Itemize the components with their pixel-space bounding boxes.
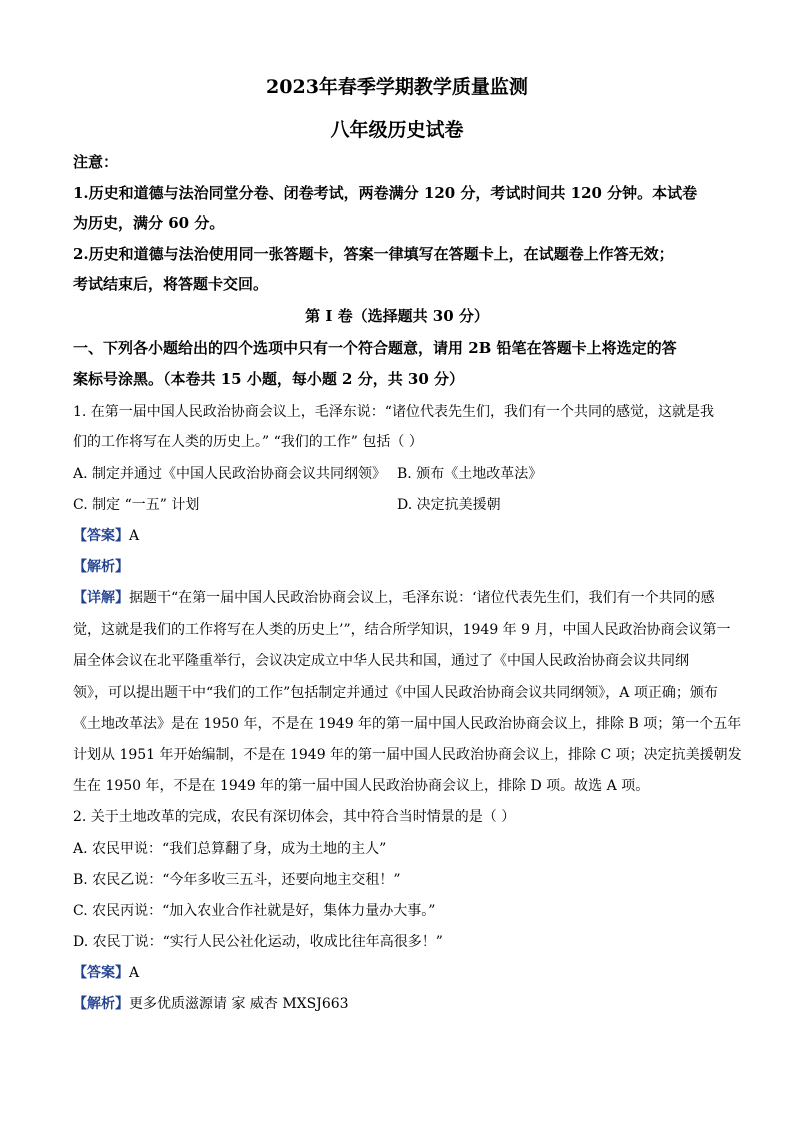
q1-option-b: B. 颁布《土地改革法》 bbox=[397, 466, 543, 482]
q2-option-b: B. 农民乙说：“今年多收三五斗，还要向地主交租！” bbox=[73, 872, 401, 888]
q1-detail-text-1: 据题干“在第一届中国人民政治协商会议上，毛泽东说：‘诸位代表先生们，我们有一个共同的感 bbox=[129, 590, 715, 606]
notice-item-2-line-2: 考试结束后，将答题卡交回。 bbox=[73, 275, 269, 293]
q1-option-a: A. 制定并通过《中国人民政治协商会议共同纲领》 bbox=[73, 466, 387, 482]
q1-answer-tag: 【答案】 bbox=[73, 528, 129, 544]
q1-option-c: C. 制定 “一五” 计划 bbox=[73, 497, 200, 513]
section-heading: 第 I 卷（选择题共 30 分） bbox=[305, 307, 489, 325]
q1-answer-row bbox=[73, 525, 139, 545]
q2-answer-tag: 【答案】 bbox=[73, 965, 129, 981]
q1-detail-line-2: 觉，这就是我们的工作将写在人类的历史上’”，结合所学知识，1949 年 9 月，中国人民政治协商会议第一 bbox=[73, 622, 731, 638]
q1-detail-line-7: 生在 1950 年，不是在 1949 年的第一届中国人民政治协商会议上，排除 D 项。故选 A 项。 bbox=[73, 778, 650, 794]
q2-answer-row bbox=[73, 962, 139, 982]
notice-item-1-line-1: 1.历史和道德与法治同堂分卷、闭卷考试，两卷满分 120 分，考试时间共 120 分钟。本试卷 bbox=[73, 184, 698, 202]
q2-analysis-tag: 【解析】 bbox=[73, 996, 129, 1012]
q2-option-d: D. 农民丁说：“实行人民公社化运动，收成比往年高很多！” bbox=[73, 934, 443, 950]
q1-detail-line-5: 《土地改革法》是在 1950 年，不是在 1949 年的第一届中国人民政治协商会议上，排除 B 项；第一个五年 bbox=[73, 716, 742, 732]
q1-detail-line-4: 领》，可以提出题干中“我们的工作”包括制定并通过《中国人民政治协商会议共同纲领》，A 项正确；颁布 bbox=[73, 685, 718, 701]
q2-analysis-row bbox=[73, 993, 349, 1013]
notice-item-1-line-2: 为历史，满分 60 分。 bbox=[73, 214, 225, 232]
section-instruction-line-1: 一、下列各小题给出的四个选项中只有一个符合题意，请用 2B 铅笔在答题卡上将选定的答 bbox=[73, 339, 677, 357]
exam-subtitle: 八年级历史试卷 bbox=[330, 119, 464, 141]
q1-answer-value: A bbox=[129, 528, 140, 544]
q1-analysis-row bbox=[73, 556, 129, 576]
q2-option-a: A. 农民甲说：“我们总算翻了身，成为土地的主人” bbox=[73, 841, 387, 857]
q1-stem-line-2: 们的工作将写在人类的历史上。” “我们的工作” 包括（ ） bbox=[73, 434, 423, 450]
q2-answer-value: A bbox=[129, 965, 140, 981]
q1-detail-line-1 bbox=[73, 587, 715, 607]
q1-detail-tag: 【详解】 bbox=[73, 590, 129, 606]
q2-analysis-text: 更多优质滋源请 家 威杏 MXSJ663 bbox=[129, 996, 349, 1012]
q1-analysis-tag: 【解析】 bbox=[73, 559, 129, 575]
q2-stem: 2. 关于土地改革的完成，农民有深切体会，其中符合当时情景的是（ ） bbox=[73, 809, 516, 825]
q1-stem-line-1: 1. 在第一届中国人民政治协商会议上，毛泽东说：“诸位代表先生们，我们有一个共同的感觉，这就是我 bbox=[73, 404, 714, 420]
q1-detail-line-6: 计划从 1951 年开始编制，不是在 1949 年的第一届中国人民政治协商会议上，排除 C 项；决定抗美援朝发 bbox=[73, 747, 742, 763]
notice-item-2-line-1: 2.历史和道德与法治使用同一张答题卡，答案一律填写在答题卡上，在试题卷上作答无效； bbox=[73, 245, 674, 263]
q1-option-d: D. 决定抗美援朝 bbox=[397, 497, 501, 513]
q2-option-c: C. 农民丙说：“加入农业合作社就是好，集体力量办大事。” bbox=[73, 903, 436, 919]
exam-title: 2023年春季学期教学质量监测 bbox=[266, 76, 528, 98]
section-instruction-line-2: 案标号涂黑。（本卷共 15 小题，每小题 2 分，共 30 分） bbox=[73, 370, 465, 388]
notice-label: 注意： bbox=[73, 153, 119, 171]
q1-detail-line-3: 届全体会议在北平隆重举行，会议决定成立中华人民共和国，通过了《中国人民政治协商会议共同纲 bbox=[73, 653, 689, 669]
